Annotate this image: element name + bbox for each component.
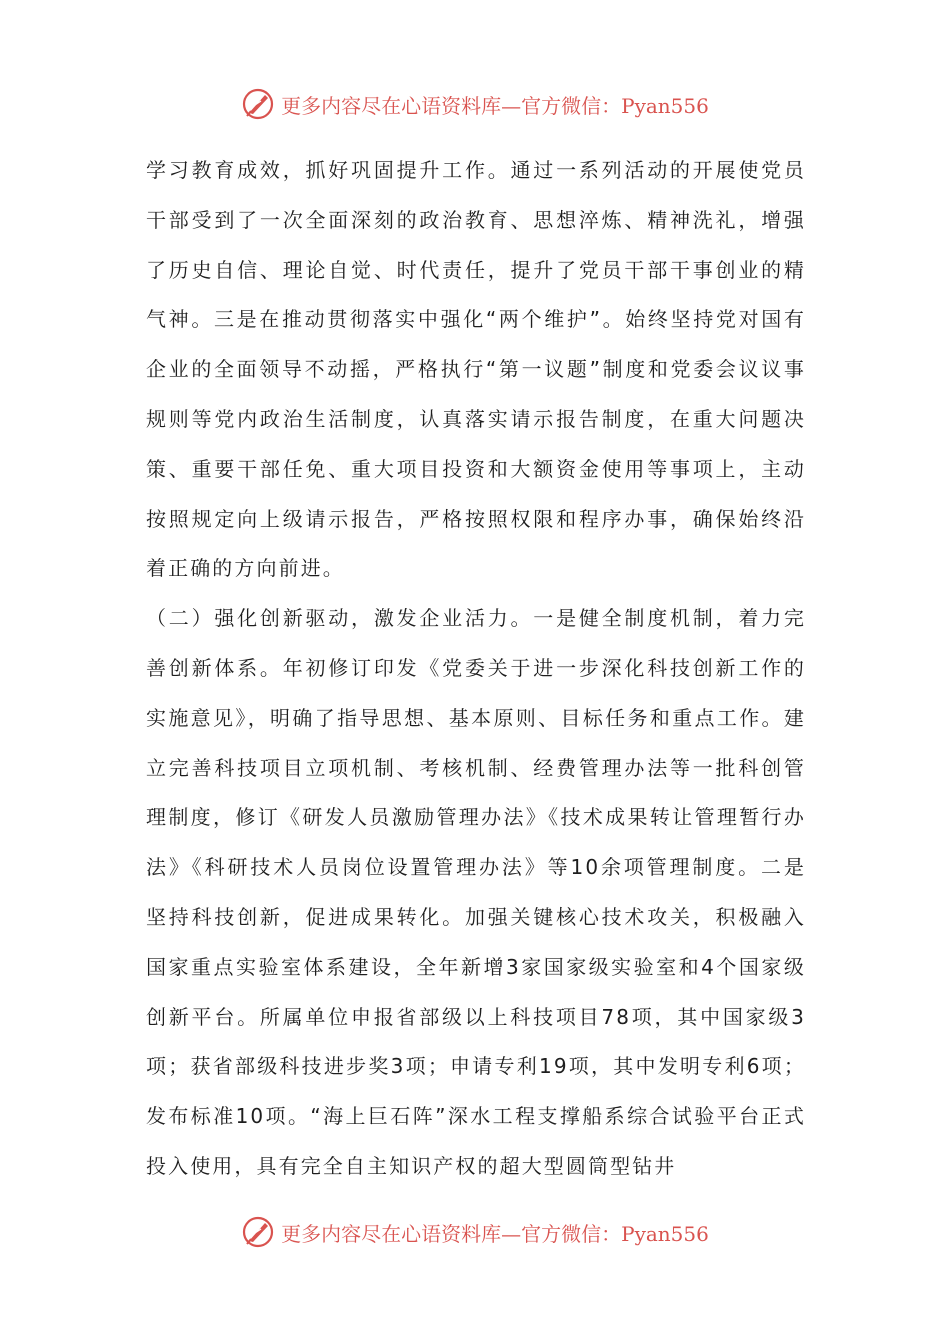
header-banner-text: 更多内容尽在心语资料库—官方微信：Pyan556 [281,93,709,118]
document-body [146,146,806,1192]
quill-logo-icon [241,87,275,121]
paragraph-2: （二）强化创新驱动，激发企业活力。一是健全制度机制，着力完善创新体系。年初修订印发《党委关于进一步深化科技创新工作的实施意见》，明确了指导思想、基本原则、目标任务和重点工作。建立完善科技项目立项机制、考核机制、经费管理办法等一批科创管理制度，修订《研发人员激励管理办法》《技术成果转让管理暂行办法》《科研技术人员岗位设置管理办法》等10余项管理制度。二是坚持科技创新，促进成果转化。加强关键核心技术攻关，积极融入国家重点实验室体系建设，全年新增3家国家级实验室和4个国家级创新平台。所属单位申报省部级以上科技项目78项，其中国家级3项；获省部级科技进步奖3项；申请专利19项，其中发明专利6项；发布标准10项。“海上巨石阵”深水工程支撑船系综合试验平台正式投入使用，具有完全自主知识产权的超大型圆筒型钻井 [146,606,806,1178]
header-banner-inner [241,87,709,121]
paragraph-1: 学习教育成效，抓好巩固提升工作。通过一系列活动的开展使党员干部受到了一次全面深刻的政治教育、思想淬炼、精神洗礼，增强了历史自信、理论自觉、时代责任，提升了党员干部干事创业的精气神。三是在推动贯彻落实中强化“两个维护”。始终坚持党对国有企业的全面领导不动摇，严格执行“第一议题”制度和党委会议议事规则等党内政治生活制度，认真落实请示报告制度，在重大问题决策、重要干部任免、重大项目投资和大额资金使用等事项上，主动按照规定向上级请示报告，严格按照权限和程序办事，确保始终沿着正确的方向前进。 [146,158,806,581]
footer-banner-text: 更多内容尽在心语资料库—官方微信：Pyan556 [281,1221,709,1246]
footer-banner-inner [241,1215,709,1249]
quill-logo-icon [241,1215,275,1249]
header-banner [0,84,950,124]
footer-banner [0,1212,950,1252]
